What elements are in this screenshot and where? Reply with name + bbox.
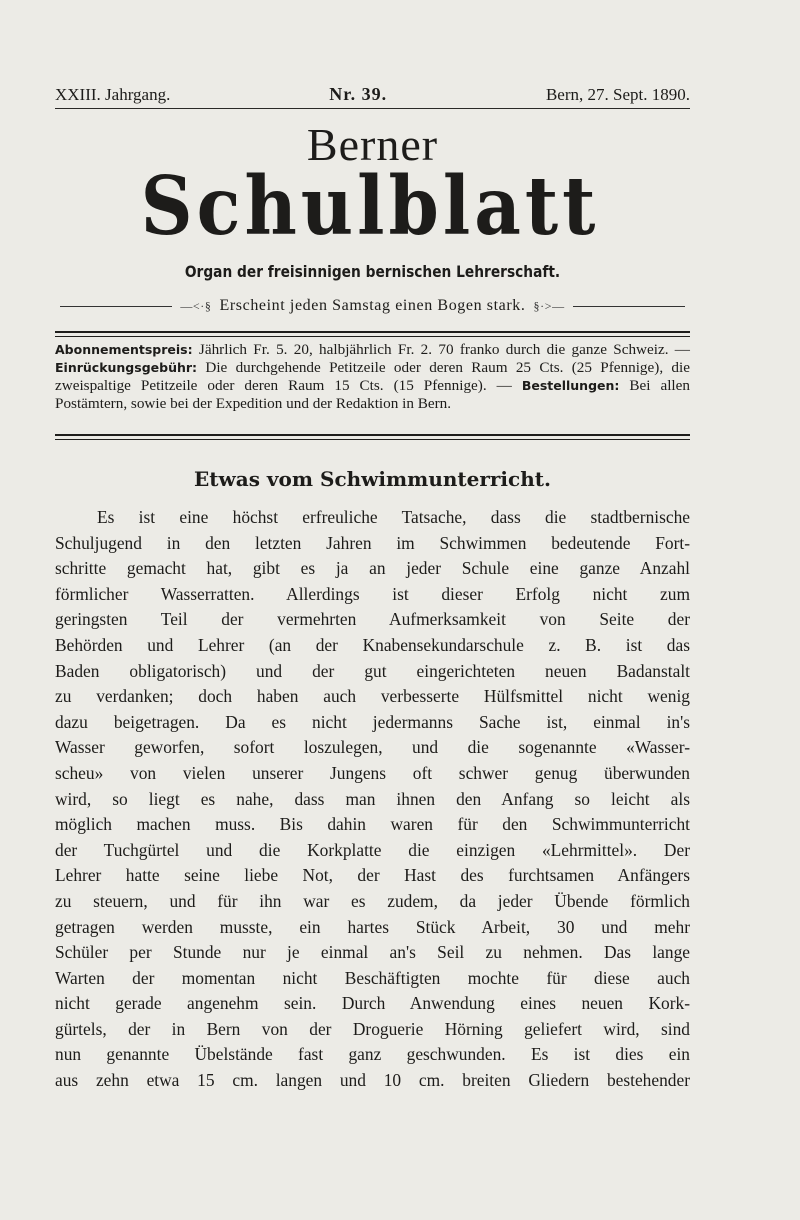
article-body <box>55 505 690 1094</box>
title-schulblatt: Schulblatt <box>140 158 600 254</box>
rule-top <box>55 331 690 337</box>
masthead-subtitle: Organ der freisinnigen bernischen Lehrerschaft. <box>184 262 561 281</box>
article-line: Warten der momentan nicht Beschäftigten mochte für diese auch <box>55 967 690 988</box>
article-line: Wasser geworfen, sofort loszulegen, und die sogenannte «Wasser- <box>55 737 690 758</box>
article-line: getragen werden musste, ein hartes Stück Arbeit, 30 und mehr <box>55 916 690 937</box>
place-date: Bern, 27. Sept. 1890. <box>545 85 690 104</box>
subscription-price-label: Abonnementspreis: <box>55 342 193 357</box>
divider-right <box>573 306 685 307</box>
ornament-left: —<·§ <box>180 298 212 313</box>
subscription-info <box>55 341 690 413</box>
ornament-right: §·>— <box>533 298 565 313</box>
volume-label: XXIII. Jahrgang. <box>55 85 171 104</box>
divider-left <box>60 306 172 307</box>
article-title: Etwas vom Schwimmunterricht. <box>194 467 551 491</box>
article-line: zu steuern, und für ihn war es zudem, da jeder Übende förmlich <box>55 890 690 911</box>
article-line: Baden obligatorisch) und der gut eingerichteten neuen Badanstalt <box>55 660 690 681</box>
article-line: Schüler per Stunde nur je einmal an's Seil zu nehmen. Das lange <box>55 942 690 963</box>
article-line: förmlicher Wasserratten. Allerdings ist dieser Erfolg nicht zum <box>55 583 690 604</box>
article-line: nicht gerade angenehm sein. Durch Anwendung eines neuen Kork- <box>55 993 690 1014</box>
publication-note-line <box>60 297 685 315</box>
article-line: dazu beigetragen. Da es nicht jedermanns Sache ist, einmal in's <box>55 711 690 732</box>
article-line: geringsten Teil der vermehrten Aufmerksamkeit von Seite der <box>55 609 690 630</box>
issue-header <box>55 84 690 109</box>
article-line: Behörden und Lehrer (an der Knabensekundarschule z. B. ist das <box>55 634 690 655</box>
article-line: Schuljugend in den letzten Jahren im Schwimmen bedeutende Fort- <box>55 532 690 553</box>
article-line: der Tuchgürtel und die Korkplatte die einzigen «Lehrmittel». Der <box>55 839 690 860</box>
insertion-fee-text: Die durchgehende Petitzeile oder deren Raum 25 Cts. (25 Pfennige), die zweispaltige Petitzeile oder deren Raum 15 Cts. (15 Pfennige). — <box>55 359 690 394</box>
orders-label: Bestellungen: <box>521 378 620 393</box>
insertion-fee-label: Einrückungsgebühr: <box>55 360 198 375</box>
subscription-price-text: Jährlich Fr. 5. 20, halbjährlich Fr. 2. 70 franko durch die ganze Schweiz. — <box>192 341 690 358</box>
rule-bottom <box>55 434 690 440</box>
article-line: nun genannte Übelstände fast ganz geschwunden. Es ist dies ein <box>55 1044 690 1065</box>
article-line: gürtels, der in Bern von der Droguerie Hörning geliefert wird, sind <box>55 1018 690 1039</box>
article-line: aus zehn etwa 15 cm. langen und 10 cm. breiten Gliedern bestehender <box>55 1070 690 1091</box>
article-line: Es ist eine höchst erfreuliche Tatsache, dass die stadtbernische <box>97 507 690 527</box>
orders-text: Bei allen Postämtern, sowie bei der Expedition und der Redaktion in Bern. <box>55 377 690 412</box>
article-line: zu verdanken; doch haben auch verbesserte Hülfsmittel nicht wenig <box>55 686 690 707</box>
article-line: Lehrer hatte seine liebe Not, der Hast des furchtsamen Anfängers <box>55 865 690 886</box>
article-line: wird, so liegt es nahe, dass man ihnen den Anfang so leicht als <box>55 788 690 809</box>
title-berner: Berner <box>306 119 439 170</box>
article-line: scheu» von vielen unserer Jungens oft schwer genug überwunden <box>55 762 690 783</box>
article-line: möglich machen muss. Bis dahin waren für den Schwimmunterricht <box>55 814 690 835</box>
publication-note: Erscheint jeden Samstag einen Bogen stark. <box>219 297 526 314</box>
article-line: schritte gemacht hat, gibt es ja an jeder Schule eine ganze Anzahl <box>55 558 690 579</box>
issue-number: Nr. 39. <box>329 84 388 104</box>
